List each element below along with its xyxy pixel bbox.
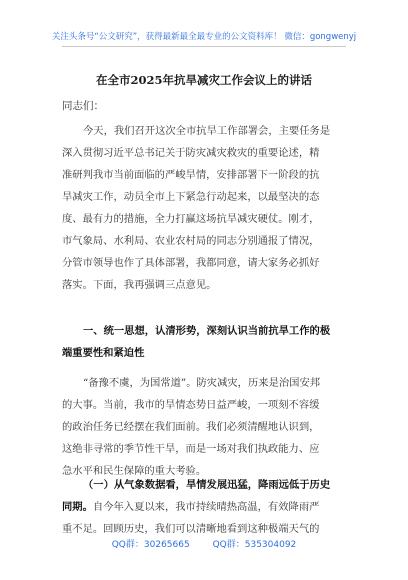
subsection-heading-line: （一）从气象数据看，旱情发展迅猛，降雨远低于历史 [83,479,331,491]
salutation: 同志们： [62,100,104,112]
subsection-paragraph [62,474,347,540]
section-heading-line: 一、统一思想，认清形势，深刻认识当前抗旱工作的极 [83,325,331,337]
intro-line: 今天，我们召开这次全市抗旱工作部署会，主要任务是 [83,125,331,137]
intro-line: 分管市领导也作了具体部署，我都同意，请大家务必抓好 [62,257,320,269]
qq-group-1: QQ群：30265665 [111,540,190,550]
document-title: 在全市2025年抗旱减灾工作会议上的讲话 [95,73,312,87]
section-line: 的政治任务已经摆在我们面前。我们必须清醒地认识到， [62,421,320,433]
section-heading-line: 端重要性和紧迫性 [62,347,145,359]
intro-line: 旱减灾工作，动员全市上下紧急行动起来，以最坚决的态 [62,191,320,203]
section-line: 这绝非寻常的季节性干旱，而是一场对我们执政能力、应 [62,443,320,455]
qq-group-2: QQ群：535304092 [212,540,297,550]
section-line: 急水平和民生保障的重大考验。 [62,465,207,477]
intro-paragraph [62,120,347,296]
section-paragraph [62,372,347,482]
section-line: “备豫不虞，为国常道”。防灾减灾，历来是治国安邦 [83,377,321,389]
subsection-line [62,496,347,518]
footer-contact [0,537,408,550]
section-line: 的大事。当前，我市的旱情态势日益严峻，一项刻不容缓 [62,399,320,411]
intro-line: 深入贯彻习近平总书记关于防灾减灾救灾的重要论述，精 [62,147,320,159]
subsection-heading-tail: 同期。 [62,501,93,513]
header-banner: 关注头条号“公文研究”，获得最新最全最专业的公文资料库！ 微信：gongwenyj [51,32,357,42]
intro-line: 市气象局、水利局、农业农村局的同志分别通报了情况， [62,235,320,247]
intro-line: 度、最有力的措施，全力打赢这场抗旱减灾硬仗。刚才， [62,213,320,225]
section-heading [62,320,347,364]
subsection-line: 重不足。回顾历史，我们可以清晰地看到这种极端天气的 [62,523,320,535]
subsection-text: 自今年入夏以来，我市持续晴热高温，有效降雨严 [92,501,320,513]
intro-line: 落实。下面，我再强调三点意见。 [62,279,217,291]
header-divider [62,46,346,47]
intro-line: 准研判我市当前面临的严峻旱情，安排部署下一阶段的抗 [62,169,320,181]
